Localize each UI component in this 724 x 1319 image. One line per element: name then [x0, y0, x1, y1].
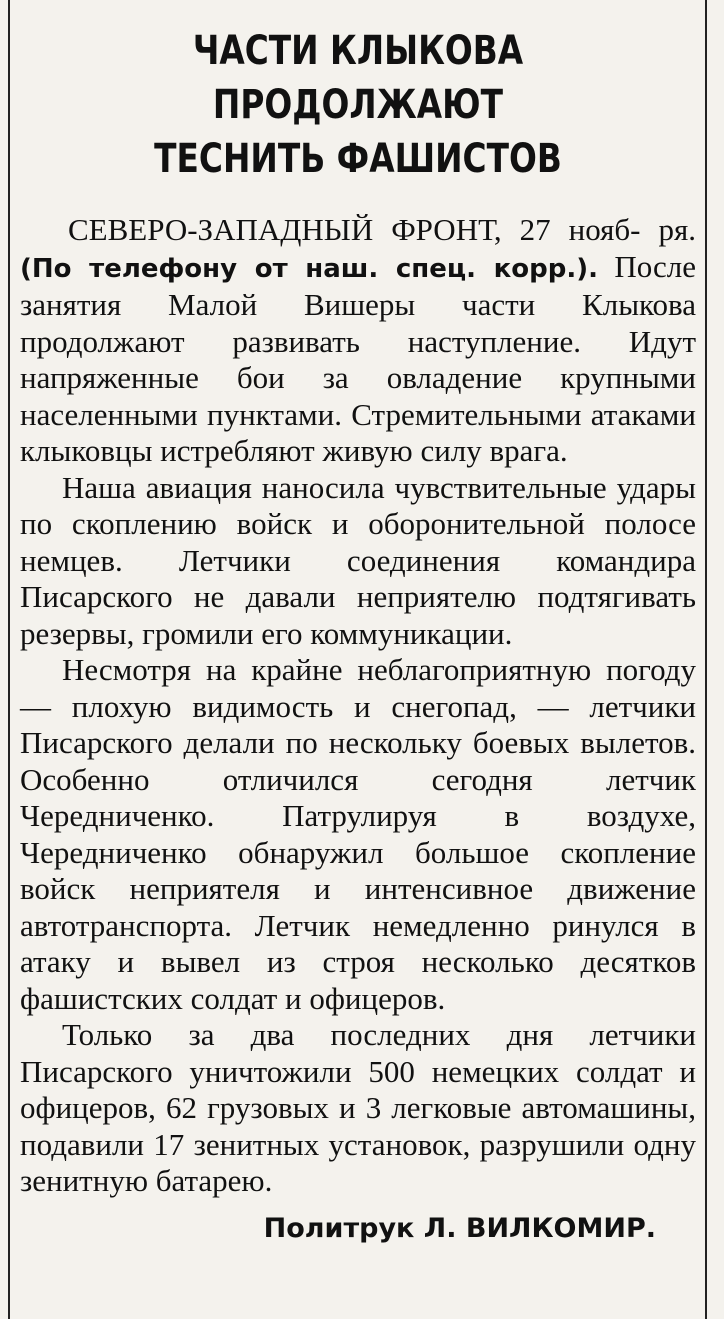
adjacent-column-fragment [710, 0, 724, 1319]
paragraph-4: Только за два последних дня летчики Писарского уничтожили 500 немецких солдат и офицеров, 62 грузовых и 3 легковые автомашины, подавили 17 зенитных установок, разрушили одну зенитную батарею. [20, 1017, 696, 1198]
paragraph-3: Несмотря на крайне неблагоприятную погоду — плохую видимость и снегопад, — летчики Писарского делали по нескольку боевых вылетов. Особенно отличился сегодня летчик Чередниченко. Патрулируя в воздухе, Чередниченко обнаружил большое скопление войск неприятеля и интенсивное движение автотранспорта. Летчик немедленно ринулся в атаку и вывел из строя несколько десятков фашистских солдат и офицеров. [20, 652, 696, 1016]
news-article [20, 24, 696, 1248]
article-body [20, 212, 696, 1200]
article-signature: Политрук Л. ВИЛКОМИР. [263, 1212, 656, 1244]
source-note: (По телефону от наш. спец. корр.). [20, 253, 599, 284]
headline-line-1: ЧАСТИ КЛЫКОВА ПРОДОЛЖАЮТ [192, 28, 524, 128]
paragraph-1-text: После занятия Малой Вишеры части Клыкова продолжают развивать наступление. Идут напряженные бои за овладение крупными населенными пунктами. Стремительными атаками клыковцы истребляют живую силу врага. [20, 248, 697, 468]
left-column-rule [8, 0, 10, 1319]
paragraph-1 [20, 212, 696, 470]
article-headline [81, 24, 635, 186]
dateline: СЕВЕРО-ЗАПАДНЫЙ ФРОНТ, 27 нояб- ря. [68, 212, 696, 247]
headline-line-2: ТЕСНИТЬ ФАШИСТОВ [154, 136, 562, 182]
paragraph-2: Наша авиация наносила чувствительные удары по скоплению войск и оборонительной полосе немцев. Летчики соединения командира Писарского не давали неприятелю подтягивать резервы, громили его коммуникации. [20, 469, 696, 651]
right-column-rule [705, 0, 707, 1319]
